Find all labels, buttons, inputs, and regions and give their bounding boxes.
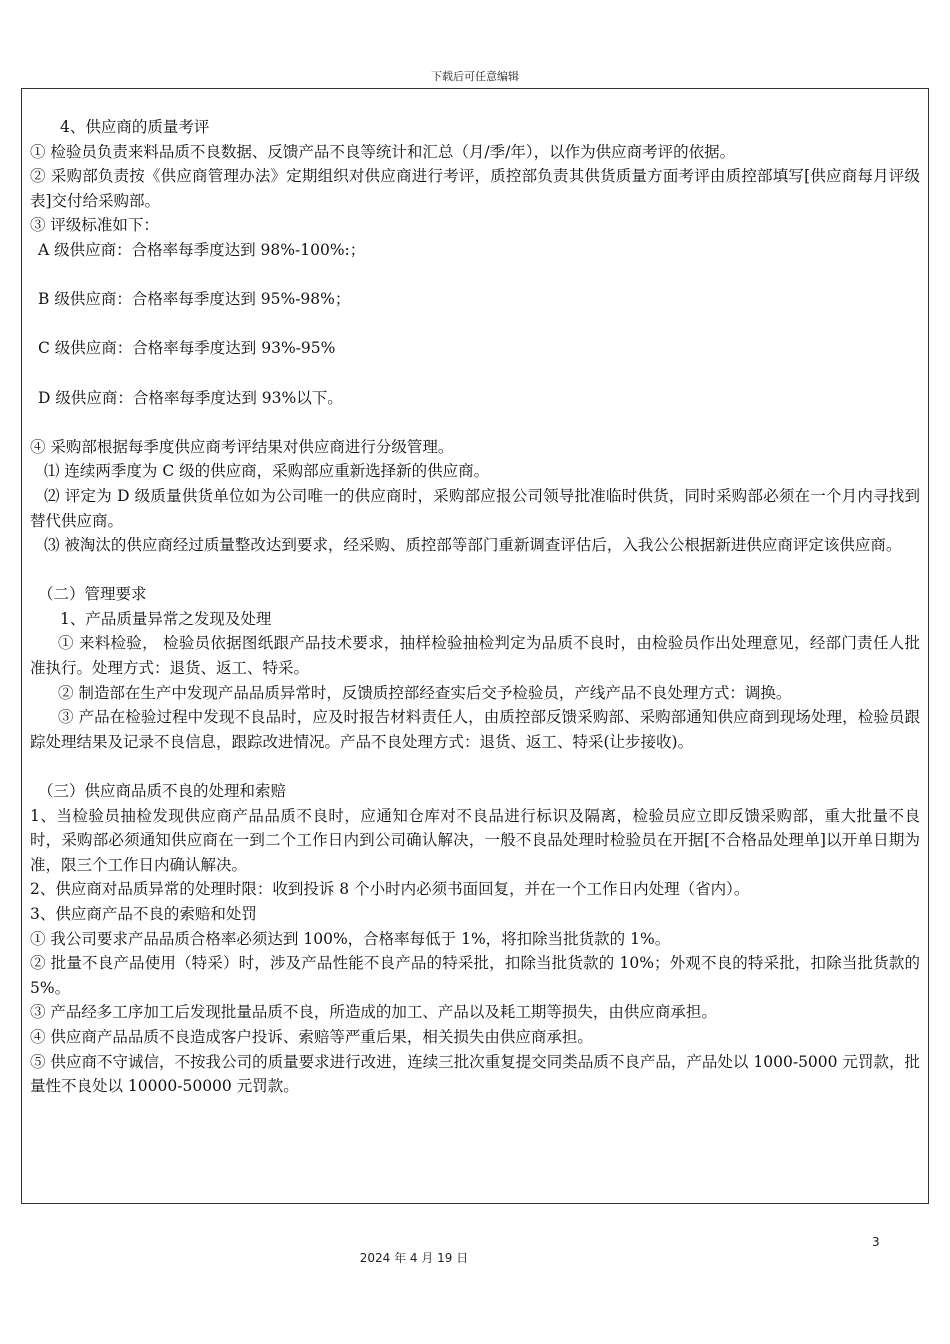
paragraph: 3、供应商产品不良的索赔和处罚 [30, 905, 257, 923]
sub-item: ⑵ 评定为 D 级质量供货单位如为公司唯一的供应商时，采购部应报公司领导批准临时供货，同时采购部必须在一个月内寻找到替代供应商。 [30, 486, 920, 530]
blank-line [30, 263, 920, 288]
section-heading: 4、供应商的质量考评 [60, 118, 210, 136]
page-number: 3 [872, 1235, 880, 1249]
footer-date: 2024 年 4 月 19 日 [359, 1251, 469, 1265]
paragraph: ④ 采购部根据每季度供应商考评结果对供应商进行分级管理。 [30, 437, 454, 456]
blank-line [30, 410, 920, 435]
paragraph: ② 制造部在生产中发现产品品质异常时，反馈质控部经查实后交予检验员，产线产品不良处理方式：调换。 [58, 683, 792, 702]
paragraph: ⑤ 供应商不守诚信，不按我公司的质量要求进行改进，连续三批次重复提交同类品质不良产品，产品处以 1000-5000 元罚款，批量性不良处以 10000-50000 元罚款。 [30, 1052, 920, 1096]
grade-b-line: B 级供应商：合格率每季度达到 95%-98%； [38, 290, 351, 309]
paragraph: ② 采购部负责按《供应商管理办法》定期组织对供应商进行考评，质控部负责其供货质量方面考评由质控部填写[供应商每月评级表]交付给采购部。 [30, 167, 920, 210]
section-heading: （二）管理要求 [38, 585, 147, 604]
blank-line [30, 754, 920, 779]
paragraph: 2、供应商对品质异常的处理时限：收到投诉 8 个小时内必须书面回复，并在一个工作日内处理（省内）。 [30, 880, 750, 899]
blank-line [30, 312, 920, 337]
grade-d-line: D 级供应商：合格率每季度达到 93%以下。 [38, 388, 343, 407]
grade-a-line: A 级供应商：合格率每季度达到 98%-100%:； [38, 240, 366, 259]
blank-line [30, 558, 920, 583]
sub-item: ⑶ 被淘汰的供应商经过质量整改达到要求，经采购、质控部等部门重新调查评估后，入我公公根据新进供应商评定该供应商。 [44, 536, 902, 555]
document-body-frame [21, 88, 929, 1204]
section-heading: （三）供应商品质不良的处理和索赔 [38, 782, 287, 801]
paragraph: ③ 评级标准如下： [30, 216, 159, 235]
sub-item: ⑴ 连续两季度为 C 级的供应商，采购部应重新选择新的供应商。 [44, 462, 490, 481]
paragraph: ① 我公司要求产品品质合格率必须达到 100%，合格率每低于 1%，将扣除当批货款的 1%。 [30, 929, 671, 948]
grade-c-line: C 级供应商：合格率每季度达到 93%-95% [38, 339, 336, 358]
page-header-note: 下载后可任意编辑 [431, 70, 519, 83]
paragraph: ③ 产品经多工序加工后发现批量品质不良，所造成的加工、产品以及耗工期等损失，由供应商承担。 [30, 1003, 717, 1022]
paragraph: ① 检验员负责来料品质不良数据、反馈产品不良等统计和汇总（月/季/年），以作为供应商考评的依据。 [30, 142, 736, 161]
paragraph: ④ 供应商产品品质不良造成客户投诉、索赔等严重后果，相关损失由供应商承担。 [30, 1027, 593, 1046]
paragraph: ① 来料检验， 检验员依据图纸跟产品技术要求，抽样检验抽检判定为品质不良时，由检验员作出处理意见，经部门责任人批准执行。处理方式：退货、返工、特采。 [30, 634, 920, 678]
paragraph: ② 批量不良产品使用（特采）时，涉及产品性能不良产品的特采批，扣除当批货款的 10%；外观不良的特采批，扣除当批货款的 5%。 [30, 954, 925, 997]
paragraph: 1、当检验员抽检发现供应商产品品质不良时，应通知仓库对不良品进行标识及隔离，检验员应立即反馈采购部，重大批量不良时，采购部必须通知供应商在一到二个工作日内到公司确认解决，一般不良品处理时检验员在开据[不合格品处理单]以开单日期为准，限三个工作日内确认解决。 [30, 806, 920, 874]
paragraph: ③ 产品在检验过程中发现不良品时，应及时报告材料责任人，由质控部反馈采购部、采购部通知供应商到现场处理，检验员跟踪处理结果及记录不良信息，跟踪改进情况。产品不良处理方式：退货、返工、特采(让步接收)。 [30, 708, 920, 751]
sub-heading: 1、产品质量异常之发现及处理 [60, 609, 272, 628]
blank-line [30, 361, 920, 386]
